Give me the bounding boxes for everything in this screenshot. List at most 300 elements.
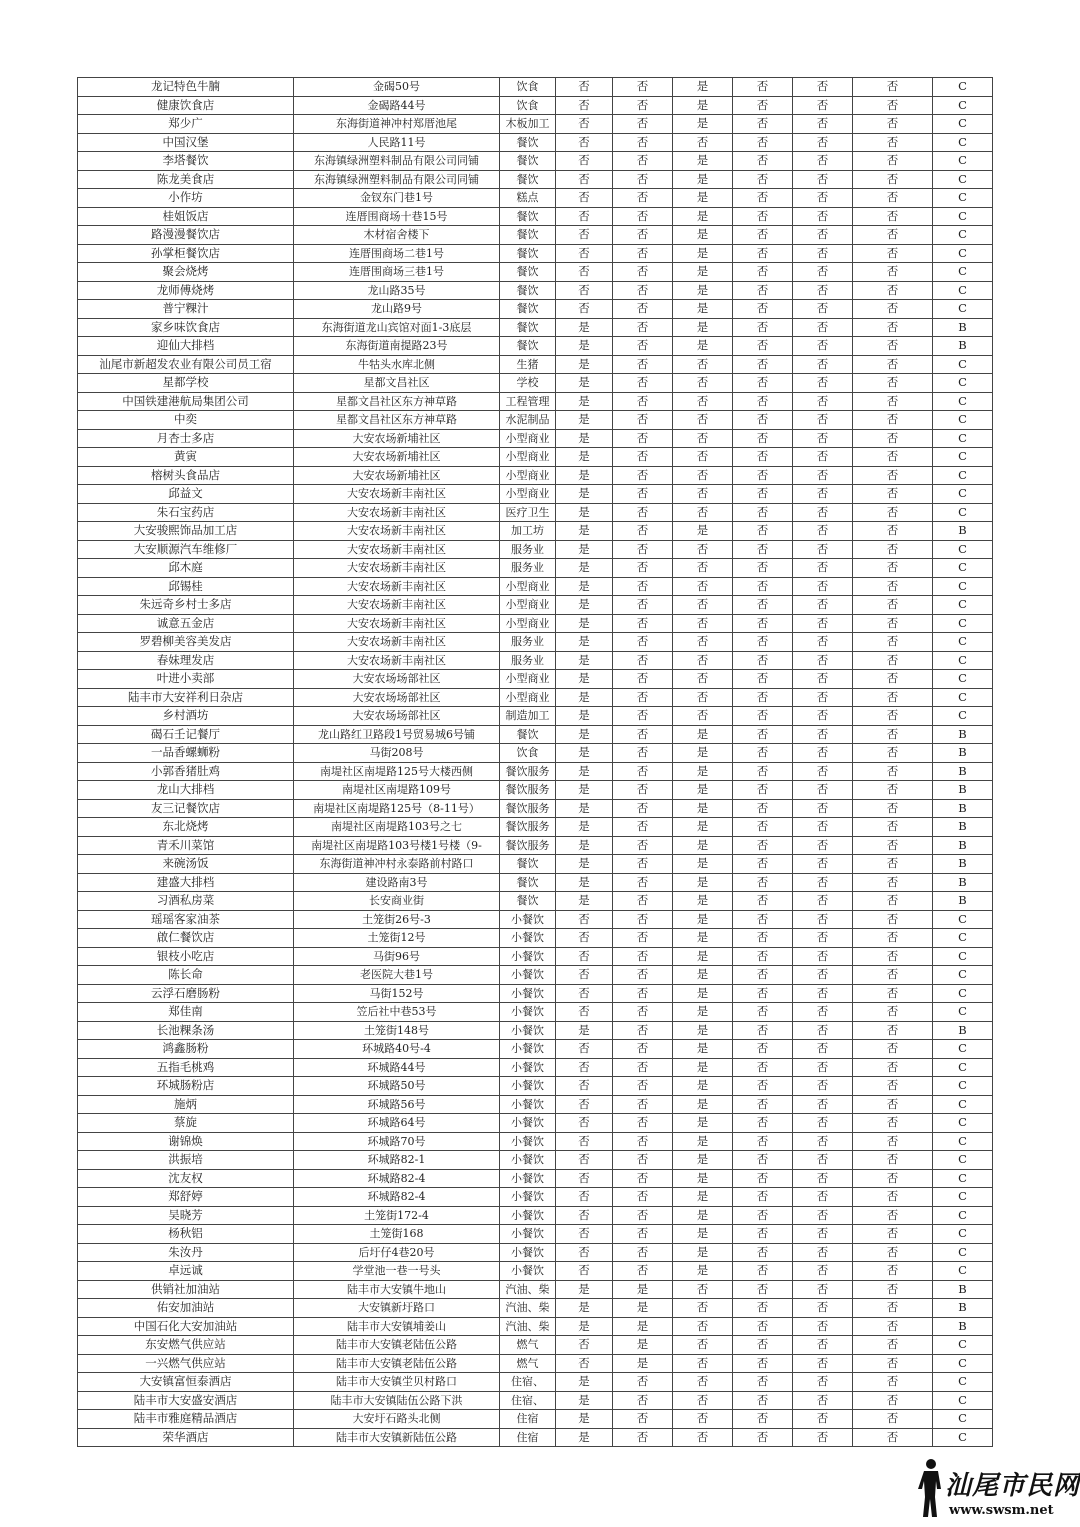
table-cell: 否 xyxy=(853,1151,933,1170)
table-cell: 否 xyxy=(673,688,733,707)
table-cell: B xyxy=(933,1299,993,1318)
table-cell: 是 xyxy=(556,670,613,689)
table-cell: 否 xyxy=(673,411,733,430)
table-cell: 是 xyxy=(673,207,733,226)
table-cell: 是 xyxy=(673,300,733,319)
table-cell: 小餐饮 xyxy=(500,1188,556,1207)
table-cell: C xyxy=(933,947,993,966)
table-cell: 否 xyxy=(733,1225,793,1244)
table-cell: 小餐饮 xyxy=(500,1132,556,1151)
table-cell: 木材宿舍楼下 xyxy=(294,226,500,245)
table-cell: 小餐饮 xyxy=(500,929,556,948)
table-cell: 否 xyxy=(793,984,853,1003)
table-cell: 服务业 xyxy=(500,559,556,578)
table-cell: C xyxy=(933,207,993,226)
table-cell: 否 xyxy=(673,466,733,485)
table-cell: 小郭香猪肚鸡 xyxy=(78,762,294,781)
table-cell: 否 xyxy=(793,1336,853,1355)
table-cell: 是 xyxy=(556,429,613,448)
table-cell: 是 xyxy=(556,614,613,633)
table-cell: C xyxy=(933,170,993,189)
table-row xyxy=(78,781,993,800)
table-cell: B xyxy=(933,522,993,541)
table-cell: 否 xyxy=(853,836,933,855)
table-cell: 洪振培 xyxy=(78,1151,294,1170)
table-cell: 否 xyxy=(556,96,613,115)
table-cell: 是 xyxy=(673,892,733,911)
table-cell: 习酒私房菜 xyxy=(78,892,294,911)
table-cell: 餐饮服务 xyxy=(500,762,556,781)
table-cell: 是 xyxy=(673,1095,733,1114)
table-cell: 大安骏熙饰品加工店 xyxy=(78,522,294,541)
table-cell: 大安农场新丰南社区 xyxy=(294,522,500,541)
table-cell: 来碗汤饭 xyxy=(78,855,294,874)
table-cell: 否 xyxy=(853,189,933,208)
table-cell: 是 xyxy=(613,1280,673,1299)
table-cell: 否 xyxy=(793,429,853,448)
table-cell: 否 xyxy=(853,559,933,578)
table-cell: 后圩仔4巷20号 xyxy=(294,1243,500,1262)
table-cell: 否 xyxy=(613,207,673,226)
table-row xyxy=(78,1336,993,1355)
table-cell: 否 xyxy=(733,466,793,485)
table-cell: 否 xyxy=(613,1391,673,1410)
table-cell: 东海街道龙山宾馆对面1-3底层 xyxy=(294,318,500,337)
table-cell: 否 xyxy=(733,374,793,393)
table-cell: C xyxy=(933,448,993,467)
table-cell: 大安农场新埔社区 xyxy=(294,429,500,448)
table-cell: 否 xyxy=(793,1114,853,1133)
table-cell: 金钗东门巷1号 xyxy=(294,189,500,208)
table-cell: 否 xyxy=(733,448,793,467)
table-cell: 否 xyxy=(733,1021,793,1040)
table-cell: 否 xyxy=(733,152,793,171)
table-cell: 否 xyxy=(853,522,933,541)
table-cell: 否 xyxy=(733,78,793,97)
table-cell: 否 xyxy=(733,559,793,578)
table-cell: B xyxy=(933,836,993,855)
table-cell: 郑舒婷 xyxy=(78,1188,294,1207)
table-cell: 否 xyxy=(556,1058,613,1077)
table-row xyxy=(78,1428,993,1447)
table-cell: 小餐饮 xyxy=(500,947,556,966)
table-cell: 生猪 xyxy=(500,355,556,374)
table-cell: 小型商业 xyxy=(500,596,556,615)
table-cell: 环城路82-4 xyxy=(294,1188,500,1207)
table-cell: 否 xyxy=(613,781,673,800)
table-cell: 否 xyxy=(733,1391,793,1410)
table-cell: 邱益文 xyxy=(78,485,294,504)
table-cell: 否 xyxy=(613,448,673,467)
table-cell: 否 xyxy=(613,633,673,652)
table-cell: 陆丰市大安镇牛地山 xyxy=(294,1280,500,1299)
table-cell: 普宁粿汁 xyxy=(78,300,294,319)
table-cell: 是 xyxy=(556,1299,613,1318)
table-cell: 否 xyxy=(556,1169,613,1188)
table-cell: 住宿、 xyxy=(500,1391,556,1410)
table-cell: 马街96号 xyxy=(294,947,500,966)
table-cell: 否 xyxy=(556,152,613,171)
table-cell: 是 xyxy=(556,1317,613,1336)
table-cell: 否 xyxy=(733,115,793,134)
table-cell: 大安农场新埔社区 xyxy=(294,466,500,485)
table-cell: 否 xyxy=(613,818,673,837)
table-cell: 否 xyxy=(733,1040,793,1059)
table-cell: 否 xyxy=(613,263,673,282)
table-cell: 是 xyxy=(673,96,733,115)
table-cell: 星都文昌社区东方神草路 xyxy=(294,392,500,411)
table-cell: 餐饮服务 xyxy=(500,799,556,818)
table-cell: 陆丰市大安镇坣贝村路口 xyxy=(294,1373,500,1392)
table-cell: 是 xyxy=(673,152,733,171)
table-cell: 否 xyxy=(853,1299,933,1318)
table-cell: 否 xyxy=(793,744,853,763)
table-cell: 否 xyxy=(853,910,933,929)
table-cell: 否 xyxy=(793,189,853,208)
table-cell: 否 xyxy=(613,1428,673,1447)
table-cell: 否 xyxy=(793,115,853,134)
table-cell: 餐饮 xyxy=(500,337,556,356)
table-cell: C xyxy=(933,1188,993,1207)
table-cell: 否 xyxy=(853,1336,933,1355)
table-cell: 否 xyxy=(853,670,933,689)
table-cell: 叶进小卖部 xyxy=(78,670,294,689)
table-cell: 环城肠粉店 xyxy=(78,1077,294,1096)
table-cell: 星都学校 xyxy=(78,374,294,393)
table-cell: 否 xyxy=(793,651,853,670)
table-cell: C xyxy=(933,189,993,208)
table-cell: 小餐饮 xyxy=(500,1243,556,1262)
table-row xyxy=(78,189,993,208)
table-row xyxy=(78,799,993,818)
table-cell: 南堤社区南堤路103号之七 xyxy=(294,818,500,837)
table-cell: 否 xyxy=(556,281,613,300)
table-cell: C xyxy=(933,596,993,615)
table-cell: 否 xyxy=(853,781,933,800)
table-cell: 否 xyxy=(733,226,793,245)
table-cell: 否 xyxy=(793,873,853,892)
table-cell: 是 xyxy=(556,503,613,522)
table-cell: 小型商业 xyxy=(500,614,556,633)
table-cell: 郑少广 xyxy=(78,115,294,134)
table-cell: 否 xyxy=(853,984,933,1003)
table-cell: 是 xyxy=(556,318,613,337)
table-cell: 否 xyxy=(793,559,853,578)
table-cell: 否 xyxy=(673,374,733,393)
table-cell: 否 xyxy=(613,318,673,337)
table-cell: 是 xyxy=(673,244,733,263)
table-cell: 否 xyxy=(733,1151,793,1170)
table-cell: 否 xyxy=(853,1280,933,1299)
table-cell: 否 xyxy=(733,1373,793,1392)
table-cell: 是 xyxy=(673,910,733,929)
table-cell: 否 xyxy=(793,1151,853,1170)
table-cell: 是 xyxy=(556,466,613,485)
table-row xyxy=(78,1021,993,1040)
table-cell: 否 xyxy=(733,263,793,282)
table-cell: 否 xyxy=(853,1410,933,1429)
table-cell: 大安农场新丰南社区 xyxy=(294,651,500,670)
table-cell: 大安农场新丰南社区 xyxy=(294,614,500,633)
table-row xyxy=(78,929,993,948)
table-cell: 否 xyxy=(613,503,673,522)
table-cell: 黄寅 xyxy=(78,448,294,467)
table-cell: 否 xyxy=(853,96,933,115)
table-cell: 餐饮 xyxy=(500,281,556,300)
table-cell: 金碣50号 xyxy=(294,78,500,97)
table-row xyxy=(78,152,993,171)
table-cell: 否 xyxy=(733,836,793,855)
table-cell: 小餐饮 xyxy=(500,1058,556,1077)
table-cell: 是 xyxy=(673,1206,733,1225)
table-row xyxy=(78,670,993,689)
table-cell: 是 xyxy=(673,115,733,134)
table-cell: C xyxy=(933,1169,993,1188)
table-cell: 餐饮 xyxy=(500,318,556,337)
table-cell: 否 xyxy=(673,670,733,689)
table-cell: 否 xyxy=(793,1243,853,1262)
table-cell: 否 xyxy=(556,78,613,97)
table-cell: 否 xyxy=(793,170,853,189)
table-row xyxy=(78,1243,993,1262)
table-cell: 一兴燃气供应站 xyxy=(78,1354,294,1373)
table-cell: 否 xyxy=(673,133,733,152)
table-cell: 学堂池一巷一号头 xyxy=(294,1262,500,1281)
table-cell: 否 xyxy=(853,226,933,245)
table-cell: 是 xyxy=(673,966,733,985)
table-cell: 是 xyxy=(556,744,613,763)
table-cell: 否 xyxy=(853,411,933,430)
table-cell: 学校 xyxy=(500,374,556,393)
table-cell: C xyxy=(933,374,993,393)
table-cell: 否 xyxy=(613,892,673,911)
table-cell: 否 xyxy=(613,1058,673,1077)
table-cell: 否 xyxy=(733,1058,793,1077)
table-cell: 是 xyxy=(673,1021,733,1040)
table-cell: 否 xyxy=(853,207,933,226)
table-cell: 环城路82-1 xyxy=(294,1151,500,1170)
table-cell: C xyxy=(933,577,993,596)
table-cell: 否 xyxy=(853,1354,933,1373)
table-cell: 汽油、柴 xyxy=(500,1317,556,1336)
table-cell: 否 xyxy=(556,1114,613,1133)
table-cell: 大安农场新丰南社区 xyxy=(294,633,500,652)
table-cell: C xyxy=(933,966,993,985)
table-cell: 是 xyxy=(673,929,733,948)
table-cell: 杨秋铝 xyxy=(78,1225,294,1244)
table-cell: 否 xyxy=(733,688,793,707)
table-row xyxy=(78,1391,993,1410)
table-cell: 否 xyxy=(613,374,673,393)
table-cell: 环城路64号 xyxy=(294,1114,500,1133)
table-cell: 老医院大巷1号 xyxy=(294,966,500,985)
table-cell: 星都文昌社区 xyxy=(294,374,500,393)
table-cell: 小作坊 xyxy=(78,189,294,208)
table-cell: 否 xyxy=(613,873,673,892)
table-cell: 否 xyxy=(793,1299,853,1318)
table-cell: 否 xyxy=(793,688,853,707)
table-row xyxy=(78,1188,993,1207)
table-cell: 否 xyxy=(733,244,793,263)
table-cell: 大安农场新丰南社区 xyxy=(294,485,500,504)
table-cell: 否 xyxy=(793,466,853,485)
table-cell: 餐饮 xyxy=(500,133,556,152)
table-cell: 是 xyxy=(556,559,613,578)
table-cell: 否 xyxy=(733,503,793,522)
table-cell: 陆丰市大安镇埔姜山 xyxy=(294,1317,500,1336)
table-cell: 否 xyxy=(733,577,793,596)
table-cell: 否 xyxy=(793,1132,853,1151)
table-cell: 是 xyxy=(556,836,613,855)
table-cell: 是 xyxy=(673,1132,733,1151)
table-row xyxy=(78,429,993,448)
table-cell: 否 xyxy=(793,318,853,337)
table-cell: C xyxy=(933,1077,993,1096)
table-cell: 否 xyxy=(733,1262,793,1281)
table-cell: 否 xyxy=(733,1299,793,1318)
table-cell: 否 xyxy=(793,374,853,393)
table-cell: 小型商业 xyxy=(500,466,556,485)
table-cell: 否 xyxy=(793,577,853,596)
table-cell: 否 xyxy=(793,1040,853,1059)
table-cell: B xyxy=(933,1021,993,1040)
table-cell: 否 xyxy=(613,577,673,596)
table-cell: 否 xyxy=(733,281,793,300)
table-cell: 大安农场新丰南社区 xyxy=(294,577,500,596)
table-cell: C xyxy=(933,910,993,929)
table-row xyxy=(78,355,993,374)
table-cell: 否 xyxy=(853,577,933,596)
table-cell: 否 xyxy=(793,133,853,152)
table-cell: 是 xyxy=(556,392,613,411)
table-cell: 连厝围商场二巷1号 xyxy=(294,244,500,263)
table-cell: 住宿、 xyxy=(500,1373,556,1392)
table-cell: 否 xyxy=(733,1336,793,1355)
table-cell: C xyxy=(933,466,993,485)
table-row xyxy=(78,1280,993,1299)
table-cell: 是 xyxy=(673,762,733,781)
table-cell: 小餐饮 xyxy=(500,1169,556,1188)
table-cell: 餐饮 xyxy=(500,300,556,319)
table-row xyxy=(78,836,993,855)
table-row xyxy=(78,466,993,485)
table-row xyxy=(78,855,993,874)
table-cell: 否 xyxy=(793,725,853,744)
table-cell: 土笼街168 xyxy=(294,1225,500,1244)
table-cell: 否 xyxy=(793,670,853,689)
table-cell: C xyxy=(933,707,993,726)
table-cell: 否 xyxy=(613,855,673,874)
watermark-brand: 汕尾市民网 xyxy=(945,1471,1080,1501)
table-cell: 否 xyxy=(613,466,673,485)
table-cell: 环城路44号 xyxy=(294,1058,500,1077)
table-cell: 否 xyxy=(853,1169,933,1188)
table-cell: 诚意五金店 xyxy=(78,614,294,633)
table-cell: 否 xyxy=(733,337,793,356)
table-cell: 吴晓芳 xyxy=(78,1206,294,1225)
table-cell: 否 xyxy=(613,910,673,929)
table-cell: 否 xyxy=(556,189,613,208)
table-cell: 否 xyxy=(793,392,853,411)
table-cell: C xyxy=(933,1151,993,1170)
table-cell: 服务业 xyxy=(500,540,556,559)
table-cell: 否 xyxy=(733,873,793,892)
table-cell: 否 xyxy=(793,1373,853,1392)
table-row xyxy=(78,337,993,356)
table-cell: C xyxy=(933,392,993,411)
table-cell: 否 xyxy=(733,966,793,985)
table-cell: 否 xyxy=(613,1114,673,1133)
table-cell: 大安农场新埔社区 xyxy=(294,448,500,467)
table-cell: 否 xyxy=(793,633,853,652)
table-cell: 否 xyxy=(613,281,673,300)
table-cell: 否 xyxy=(853,78,933,97)
table-cell: 是 xyxy=(613,1299,673,1318)
table-cell: 星都文昌社区东方神草路 xyxy=(294,411,500,430)
table-cell: 否 xyxy=(613,392,673,411)
table-cell: 否 xyxy=(613,170,673,189)
table-row xyxy=(78,818,993,837)
table-cell: 否 xyxy=(556,1188,613,1207)
table-cell: 否 xyxy=(733,300,793,319)
table-cell: 否 xyxy=(673,448,733,467)
table-cell: 陈长命 xyxy=(78,966,294,985)
table-cell: 否 xyxy=(853,1243,933,1262)
table-cell: 是 xyxy=(673,818,733,837)
table-cell: 中国石化大安加油站 xyxy=(78,1317,294,1336)
table-cell: C xyxy=(933,929,993,948)
table-cell: 南堤社区南堤路125号大楼西侧 xyxy=(294,762,500,781)
table-cell: 是 xyxy=(673,263,733,282)
table-cell: 否 xyxy=(613,429,673,448)
table-cell: 否 xyxy=(733,392,793,411)
table-cell: 龙山大排档 xyxy=(78,781,294,800)
table-cell: 否 xyxy=(733,596,793,615)
table-row xyxy=(78,1132,993,1151)
table-cell: 否 xyxy=(733,1428,793,1447)
table-cell: C xyxy=(933,633,993,652)
table-cell: 否 xyxy=(613,152,673,171)
table-cell: 否 xyxy=(793,1410,853,1429)
table-row xyxy=(78,596,993,615)
table-cell: 工程管理 xyxy=(500,392,556,411)
table-cell: C xyxy=(933,1040,993,1059)
table-cell: 住宿 xyxy=(500,1410,556,1429)
table-row xyxy=(78,1095,993,1114)
table-cell: C xyxy=(933,688,993,707)
table-cell: 卓远诚 xyxy=(78,1262,294,1281)
table-cell: 五指毛桃鸡 xyxy=(78,1058,294,1077)
table-cell: 家乡味饮食店 xyxy=(78,318,294,337)
table-cell: 是 xyxy=(673,947,733,966)
table-cell: 否 xyxy=(613,1410,673,1429)
table-cell: 是 xyxy=(556,1280,613,1299)
table-cell: B xyxy=(933,873,993,892)
table-cell: 否 xyxy=(853,263,933,282)
table-cell: 否 xyxy=(733,1280,793,1299)
table-cell: 否 xyxy=(853,744,933,763)
table-cell: 是 xyxy=(556,633,613,652)
table-cell: 否 xyxy=(793,540,853,559)
table-cell: 是 xyxy=(556,688,613,707)
table-cell: 否 xyxy=(733,984,793,1003)
table-cell: 小餐饮 xyxy=(500,1021,556,1040)
table-cell: 否 xyxy=(793,355,853,374)
table-cell: 否 xyxy=(613,1095,673,1114)
table-cell: 否 xyxy=(556,1243,613,1262)
table-cell: 否 xyxy=(853,1206,933,1225)
table-cell: 朱石宝药店 xyxy=(78,503,294,522)
